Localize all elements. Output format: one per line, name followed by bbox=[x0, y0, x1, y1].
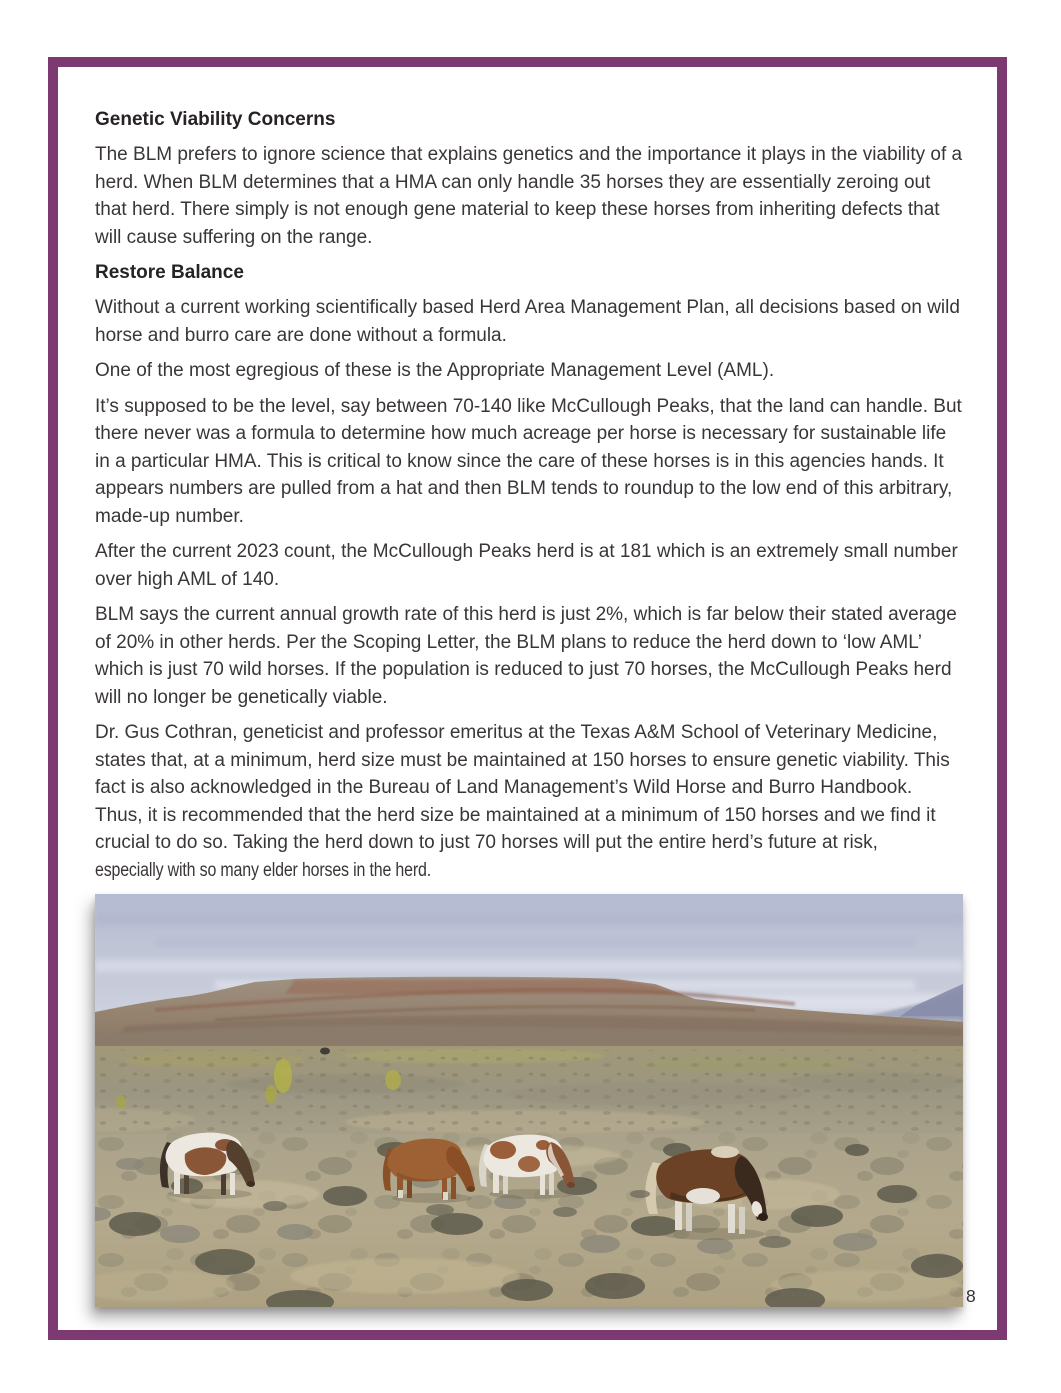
article bbox=[95, 106, 963, 1307]
paragraph-restore-6-condensed: especially with so many elder horses in the herd. bbox=[95, 859, 431, 881]
paragraph-restore-6 bbox=[95, 719, 963, 884]
photo-wild-horses-illustration bbox=[95, 894, 963, 1307]
page-frame bbox=[48, 57, 1007, 1340]
paragraph-restore-4: After the current 2023 count, the McCullough Peaks herd is at 181 which is an extremely small number over high AML of 140. bbox=[95, 541, 958, 590]
paragraph-genetic-1: The BLM prefers to ignore science that explains genetics and the importance it plays in the viability of a herd. When BLM determines that a HMA can only handle 35 horses they are essentially zeroing out that herd. There simply is not enough gene material to keep these horses from inheriting defects that will cause suffering on the range. bbox=[95, 144, 963, 248]
paragraph-restore-3: It’s supposed to be the level, say between 70-140 like McCullough Peaks, that the land can handle. But there never was a formula to determine how much acreage per horse is necessary for sustainable life in a particular HMA. This is critical to know since the care of these horses is in this agencies hands. It appears numbers are pulled from a hat and then BLM tends to roundup to the low end of this arbitrary, made-up number. bbox=[95, 395, 962, 527]
heading-genetic-viability: Genetic Viability Concerns bbox=[95, 109, 336, 130]
paragraph-restore-1: Without a current working scientifically based Herd Area Management Plan, all decisions based on wild horse and burro care are done without a formula. bbox=[95, 297, 960, 346]
page-number: 8 bbox=[966, 1286, 976, 1306]
page-content bbox=[58, 67, 997, 1330]
paragraph-restore-6-main: Dr. Gus Cothran, geneticist and professor emeritus at the Texas A&M School of Veterinary Medicine, states that, at a minimum, herd size must be maintained at 150 horses to ensure genetic viability. This fact is also acknowledged in the Bureau of Land Management’s Wild Horse and Burro Handbook. Thus, it is recommended that the herd size be maintained at a minimum of 150 horses and we find it crucial to do so. Taking the herd down to just 70 horses will put the entire herd’s future at risk, bbox=[95, 722, 950, 853]
photo-wild-horses bbox=[95, 894, 963, 1307]
heading-restore-balance: Restore Balance bbox=[95, 262, 244, 283]
paragraph-restore-5: BLM says the current annual growth rate of this herd is just 2%, which is far below their stated average of 20% in other herds. Per the Scoping Letter, the BLM plans to reduce the herd down to ‘low AML’ which is just 70 wild horses. If the population is reduced to just 70 horses, the McCullough Peaks herd will no longer be genetically viable. bbox=[95, 604, 957, 708]
paragraph-restore-2: One of the most egregious of these is the Appropriate Management Level (AML). bbox=[95, 360, 775, 381]
